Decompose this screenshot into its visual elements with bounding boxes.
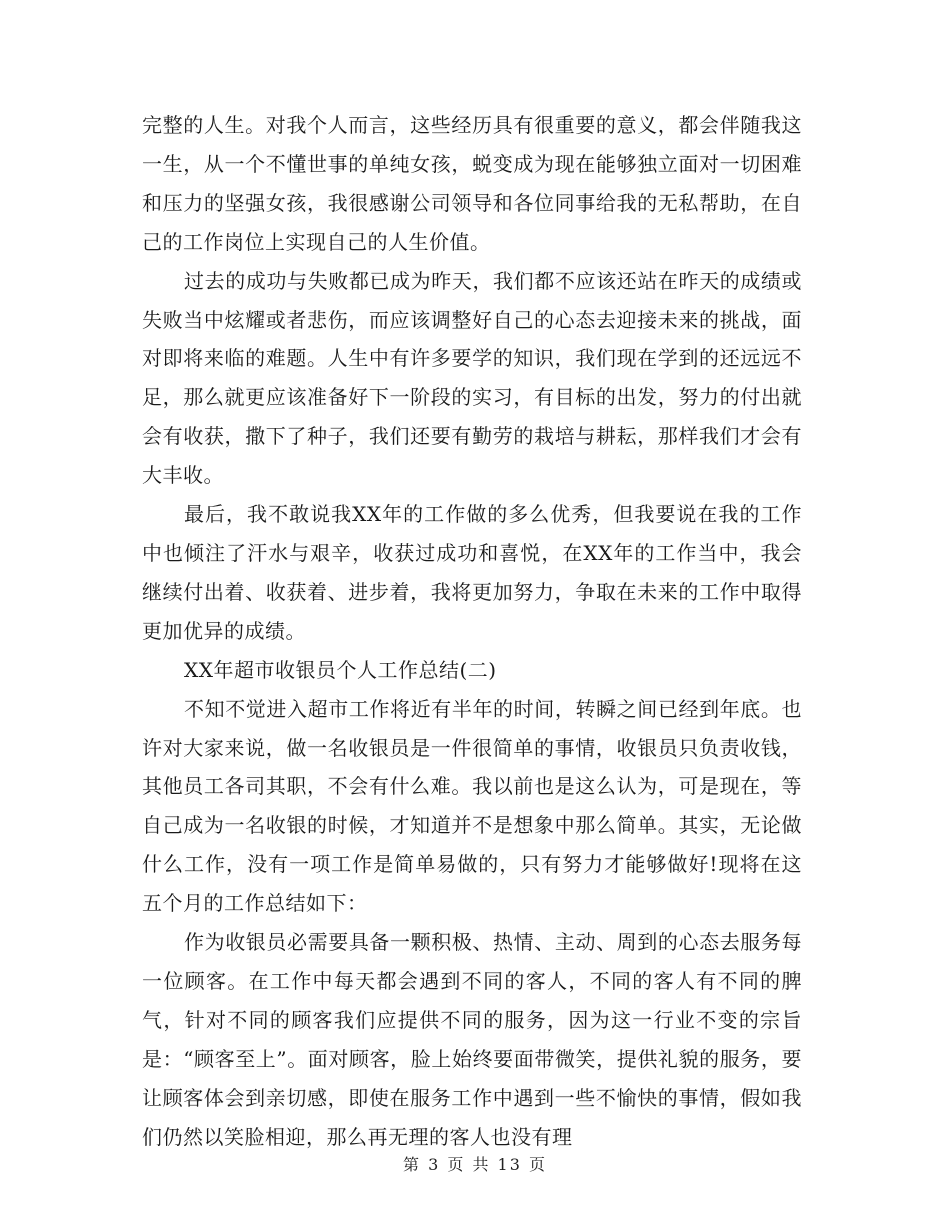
page-number-footer: 第 3 页 共 13 页 bbox=[403, 1155, 547, 1174]
paragraph-intro-cashier: 不知不觉进入超市工作将近有半年的时间，转瞬之间已经到年底。也许对大家来说，做一名收银员是一件很简单的事情，收银员只负责收钱，其他员工各司其职，不会有什么难。我以前也是这么认为，可是现在，等自己成为一名收银的时候，才知道并不是想象中那么简单。其实，无论做什么工作，没有一项工作是简单易做的，只有努力才能够做好!现将在这五个月的工作总结如下： bbox=[142, 696, 802, 916]
paragraph-continuation: 完整的人生。对我个人而言，这些经历具有很重要的意义，都会伴随我这一生，从一个不懂世事的单纯女孩，蜕变成为现在能够独立面对一切困难和压力的坚强女孩，我很感谢公司领导和各位同事给我的无私帮助，在自己的工作岗位上实现自己的人生价值。 bbox=[142, 113, 802, 254]
paragraph-conclusion: 最后，我不敢说我XX年的工作做的多么优秀，但我要说在我的工作中也倾注了汗水与艰辛，收获过成功和喜悦，在XX年的工作当中，我会继续付出着、收获着、进步着，我将更加努力，争取在未来的工作中取得更加优异的成绩。 bbox=[142, 502, 802, 643]
document-body bbox=[142, 106, 802, 1156]
section-title: XX年超市收银员个人工作总结(二) bbox=[184, 657, 497, 682]
paragraph-past-success: 过去的成功与失败都已成为昨天，我们都不应该还站在昨天的成绩或失败当中炫耀或者悲伤，而应该调整好自己的心态去迎接未来的挑战，面对即将来临的难题。人生中有许多要学的知识，我们现在学到的还远远不足，那么就更应该准备好下一阶段的实习，有目标的出发，努力的付出就会有收获，撒下了种子，我们还要有勤劳的栽培与耕耘，那样我们才会有大丰收。 bbox=[142, 268, 802, 488]
paragraph-service-attitude: 作为收银员必需要具备一颗积极、热情、主动、周到的心态去服务每一位顾客。在工作中每天都会遇到不同的客人，不同的客人有不同的脾气，针对不同的顾客我们应提供不同的服务，因为这一行业不变的宗旨是：“顾客至上”。面对顾客，脸上始终要面带微笑，提供礼貌的服务，要让顾客体会到亲切感，即使在服务工作中遇到一些不愉快的事情，假如我们仍然以笑脸相迎，那么再无理的客人也没有理 bbox=[142, 930, 802, 1149]
